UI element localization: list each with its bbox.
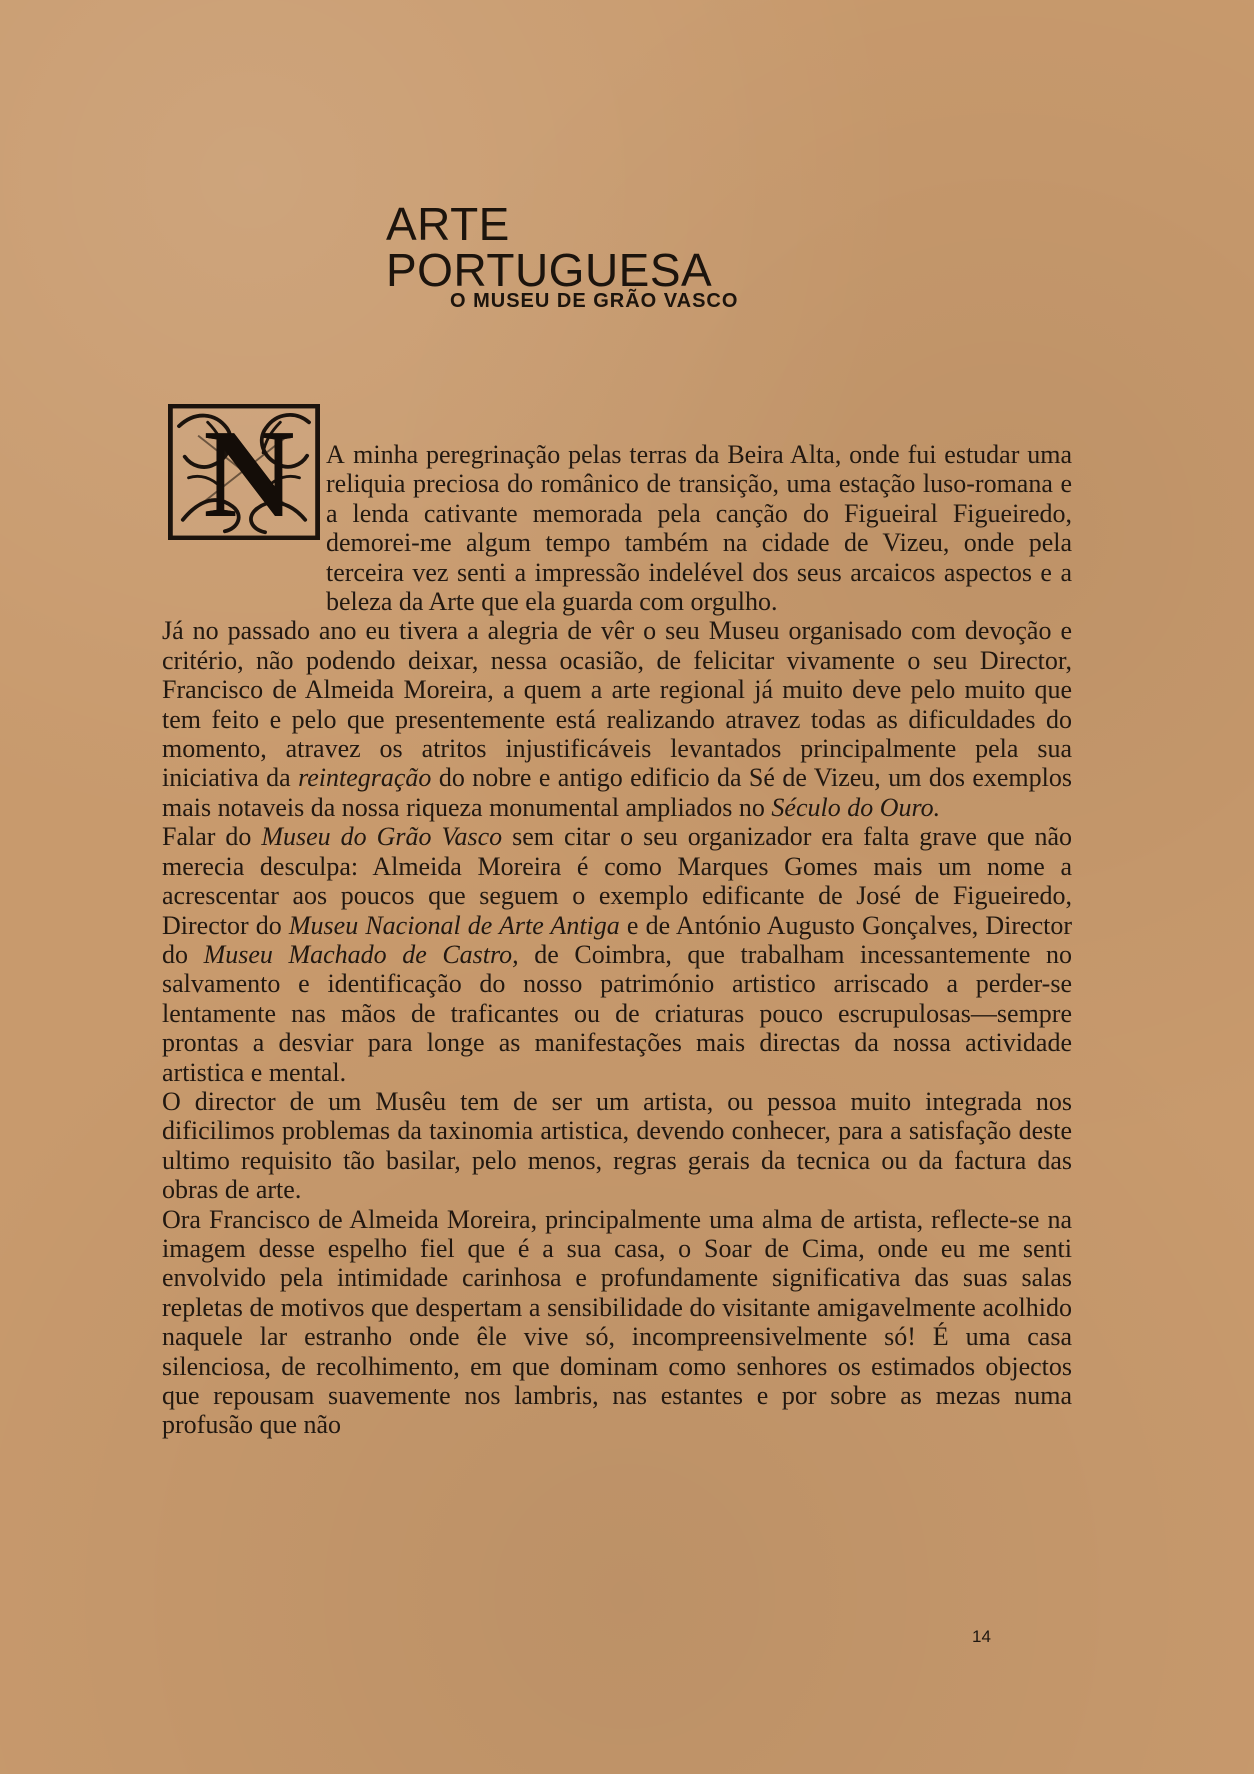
paragraph-3-italic-3: Museu Machado de Castro,: [203, 939, 519, 969]
paragraph-3-part-4: de Coimbra, que trabalham incessantemente no salvamento e identificação do nosso património artistico arriscado a perder-se lentamente nas mãos de traficantes ou de criaturas pouco escrupulosas—sempre prontas a desviar para longe as manifestações mais directas da nossa actividade artistica e mental.: [162, 939, 1072, 1087]
article-paragraph-2: [162, 616, 1072, 822]
article-body: [162, 440, 1072, 1440]
paragraph-3-part-2: sem citar o seu organizador era falta grave que não merecia desculpa: Almeida Moreira é como Marques Gomes mais um nome a acrescentar aos poucos que seguem o exemplo edificante de José de Figueiredo, Director do: [162, 822, 1072, 940]
page-number: 14: [972, 1627, 991, 1646]
article-paragraph-4: O director de um Musêu tem de ser um artista, ou pessoa muito integrada nos dificilimos problemas da taxinomia artistica, devendo conhecer, para a satisfação deste ultimo requisito tão basilar, pelo menos, regras gerais da tecnica ou da factura das obras de arte.: [162, 1086, 1072, 1205]
article-paragraph-1: [162, 440, 1072, 616]
paragraph-2-part-2: do nobre e antigo edificio da Sé de Vizeu, um dos exemplos mais notaveis da nossa riqueza monumental ampliados no: [162, 763, 1072, 822]
drop-cap-letter: N: [203, 405, 295, 540]
paragraph-2-italic-1: reintegração: [298, 763, 432, 793]
paragraph-3-italic-2: Museu Nacional de Arte Antiga: [288, 910, 620, 940]
paragraph-1-text: minha peregrinação pelas terras da Beira Alta, onde fui estudar uma reliquia preciosa do românico de transição, uma estação luso-romana e a lenda cativante memorada pela canção do Figueiral Figueiredo, demorei-me algum tempo também na cidade de Vizeu, onde pela terceira vez senti a impressão indelével dos seus arcaicos aspectos e a beleza da Arte que ela guarda com orgulho.: [326, 440, 1072, 617]
paragraph-2-part-1: Já no passado ano eu tivera a alegria de vêr o seu Museu organisado com devoção e critério, não podendo deixar, nessa ocasião, de felicitar vivamente o seu Director, Francisco de Almeida Moreira, a quem a arte regional já muito deve pelo muito que tem feito e pelo que presentemente está realizando atravez todas as dificuldades do momento, atravez os atritos injustificáveis levantados principalmente pela sua iniciativa da: [162, 616, 1072, 793]
paragraph-1-prefix: A: [326, 440, 346, 469]
paragraph-3-italic-1: Museu do Grão Vasco: [261, 822, 503, 852]
paragraph-3-part-1: Falar do: [162, 822, 262, 852]
article-paragraph-1-first-line: [162, 440, 1072, 616]
article-paragraph-5: Ora Francisco de Almeida Moreira, principalmente uma alma de artista, reflecte-se na imagem desse espelho fiel que é a sua casa, o Soar de Cima, onde eu me senti envolvido pela intimidade carinhosa e profundamente significativa das suas salas repletas de motivos que despertam a sensibilidade do visitante amigavelmente acolhido naquele lar estranho onde êle vive só, incompreensivelmente só! É uma casa silenciosa, de recolhimento, em que dominam como senhores os estimados objectos que repousam suavemente nos lambris, nas estantes e por sobre as mezas numa profusão que não: [162, 1204, 1072, 1440]
paragraph-2-italic-2: Século do Ouro.: [771, 792, 941, 822]
page-title: ARTE PORTUGUESA: [386, 198, 713, 296]
paragraph-3-part-3: e de António Augusto Gonçalves, Director do: [162, 910, 1072, 969]
page-subtitle: O MUSEU DE GRÃO VASCO: [450, 290, 739, 312]
article-paragraph-3: [162, 822, 1072, 1087]
